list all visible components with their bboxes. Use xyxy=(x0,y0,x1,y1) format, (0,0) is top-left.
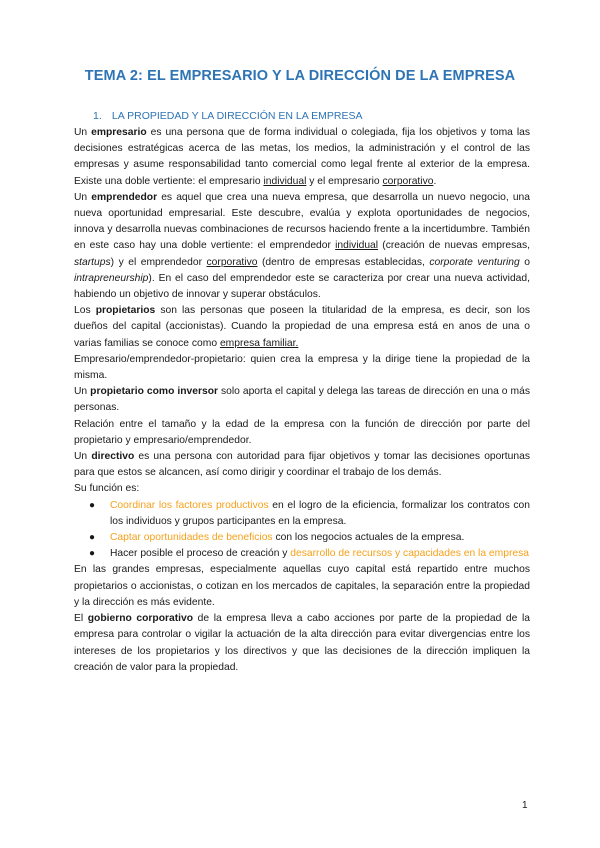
text-run: Un xyxy=(74,386,91,398)
paragraph-empresario xyxy=(74,125,530,190)
term-empresario: empresario xyxy=(91,127,147,138)
list-item xyxy=(74,530,530,546)
paragraph-empresario-propietario: Empresario/emprendedor-propietario: quien crea la empresa y la dirige tiene la propiedad de la misma. xyxy=(74,353,530,382)
text-run: Hacer posible el proceso de creación y xyxy=(110,548,291,560)
paragraph-funcion: Su función es: xyxy=(74,483,140,495)
text-run: de la empresa lleva a cabo acciones por parte de la propiedad de la empresa para controlar o vigilar la actuación de la alta dirección para evitar divergencias entre los intereses de los propietarios y los directivos y que las decisiones de la dirección impliquen la creación de valor para la propiedad. xyxy=(74,613,530,673)
text-run: son las personas que poseen la titularidad de la empresa, es decir, son los dueños del capital (accionistas). Cuando la propiedad de una empresa está en anos de una o varias familias se conoce como xyxy=(74,305,530,349)
text-run: El xyxy=(74,613,88,625)
text-run: es aquel que crea una nueva empresa, que desarrolla un nuevo negocio, una nueva oportunidad empresarial. Este descubre, evalúa y explota oportunidades de negocios, innova y desarrolla nuevas combinaciones de recursos haciendo frente a la incertidumbre. También en este caso hay una doble vertiente: el emprendedor xyxy=(74,191,530,252)
underlined-term: individual xyxy=(263,175,307,187)
underlined-term: empresa familiar. xyxy=(219,337,299,349)
highlighted-text: desarrollo de recursos y capacidades en la empresa xyxy=(290,548,529,560)
page-number: 1 xyxy=(522,800,528,811)
paragraph-gobierno-corporativo xyxy=(74,611,530,676)
section-number: 1. xyxy=(93,110,102,122)
list-item xyxy=(74,546,530,562)
bullet-icon: ● xyxy=(89,548,96,560)
text-run: Un xyxy=(74,191,92,203)
document-body xyxy=(74,125,530,676)
text-run: con los negocios actuales de la empresa. xyxy=(272,532,465,544)
italic-term: intrapreneurship xyxy=(74,272,149,284)
paragraph-propietarios xyxy=(74,303,530,352)
text-run: solo aporta el capital y delega las tareas de dirección en una o más personas. xyxy=(74,386,530,414)
highlighted-text: Coordinar los factores productivos xyxy=(110,499,269,511)
paragraph-directivo xyxy=(74,449,530,481)
paragraph-grandes-empresas: En las grandes empresas, especialmente aquellas cuyo capital está repartido entre muchos propietarios o accionistas, o cotizan en los mercados de capitales, la separación entre la propiedad y la dirección es más evidente. xyxy=(74,564,530,608)
text-run: Los xyxy=(74,305,96,317)
underlined-term: corporativo xyxy=(206,256,258,268)
function-list xyxy=(74,498,530,563)
text-run: (creación de nuevas empresas, xyxy=(378,240,530,252)
term-gobierno-corporativo: gobierno corporativo xyxy=(87,613,194,625)
section-label: LA PROPIEDAD Y LA DIRECCIÓN EN LA EMPRESA xyxy=(111,110,363,122)
highlighted-text: Captar oportunidades de beneficios xyxy=(110,532,273,544)
text-run: ). En el caso del emprendedor este se caracteriza por crear una nueva actividad, habiendo un objetivo de innovar y superar obstáculos. xyxy=(74,272,530,301)
text-run: es una persona que de forma individual o colegiada, fija los objetivos y toma las decisiones estratégicas acerca de las metas, los medios, la administración y el control de las empresas y asume responsabilidad tanto comercial como legal frente al exterior de la empresa. Existe una doble vertiente: el empresario xyxy=(74,127,530,187)
list-item xyxy=(74,498,530,530)
text-run: y el empresario xyxy=(306,175,383,187)
text-run: Un xyxy=(74,451,92,463)
term-propietario-inversor: propietario como inversor xyxy=(90,386,218,398)
term-emprendedor: emprendedor xyxy=(91,191,158,203)
text-run: en el logro de la eficiencia, formalizar los contratos con los individuos y grupos participantes en la empresa. xyxy=(110,499,531,527)
text-run: (dentro de empresas establecidas, xyxy=(257,256,430,268)
bullet-icon: ● xyxy=(89,499,96,511)
page-title: TEMA 2: EL EMPRESARIO Y LA DIRECCIÓN DE LA EMPRESA xyxy=(84,68,516,84)
italic-term: corporate venturing xyxy=(429,256,520,268)
text-run: ) y el emprendedor xyxy=(110,256,207,268)
paragraph-emprendedor xyxy=(74,190,530,303)
term-propietarios: propietarios xyxy=(95,305,156,317)
text-run: . xyxy=(433,175,437,187)
text-run: es una persona con autoridad para fijar objetivos y tomar las decisiones oportunas para que estos se alcancen, así como dirigir y coordinar el trabajo de los demás. xyxy=(74,451,530,479)
underlined-term: corporativo xyxy=(382,175,434,187)
text-run: Un xyxy=(74,127,92,138)
paragraph-relacion: Relación entre el tamaño y la edad de la empresa con la función de dirección por parte del propietario y empresario/emprendedor. xyxy=(74,418,530,446)
italic-term: startups xyxy=(74,256,111,268)
text-run: o xyxy=(519,256,530,268)
paragraph-propietario-inversor xyxy=(74,384,530,416)
section-heading xyxy=(93,110,362,122)
underlined-term: individual xyxy=(335,240,379,252)
term-directivo: directivo xyxy=(91,451,135,463)
bullet-icon: ● xyxy=(89,532,96,544)
